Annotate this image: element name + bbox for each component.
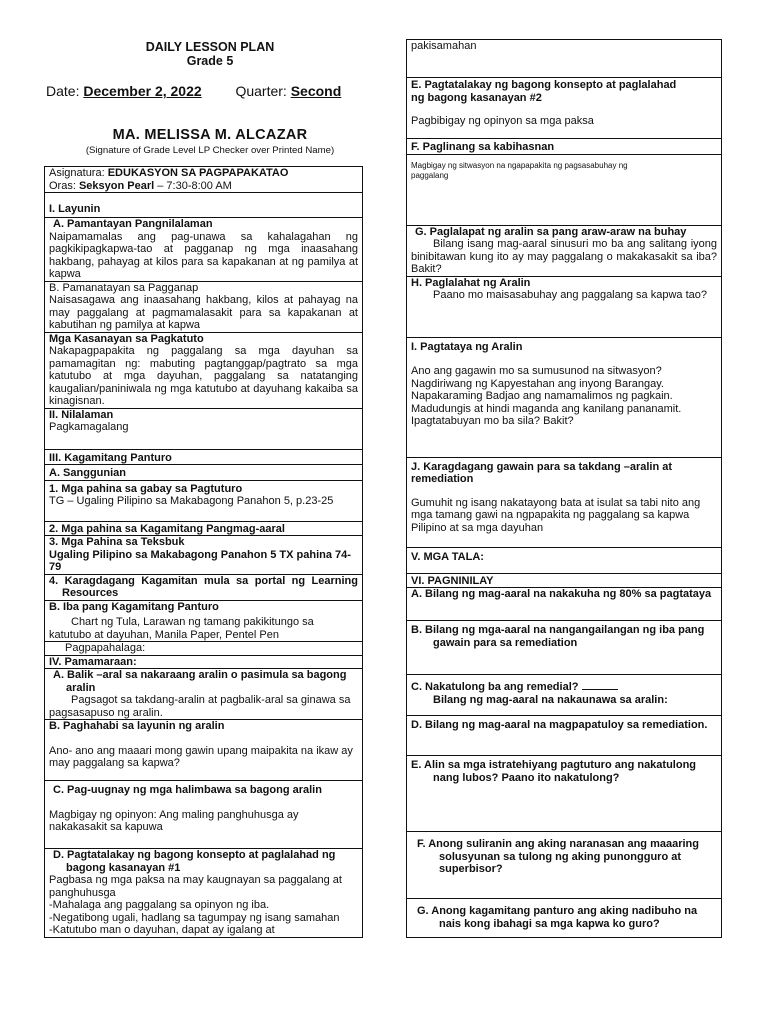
paglinang-cell [407, 154, 722, 225]
kasanayan-cell [45, 332, 363, 408]
signature-note: (Signature of Grade Level LP Checker over Printed Name) [85, 145, 335, 156]
pamantayan-pangnilalaman-text: Naipamamalas ang pag-unawa sa kahalagahan ng pagkikipagkapwa-tao at pagganap ng mga inaasahang hakbang, pahayag at kilos para sa kapakanan at ng pamilya at kapwa [49, 230, 358, 280]
reflection-c-blank [582, 679, 618, 690]
pamantayan-pagganap-cell [45, 281, 363, 332]
takdang-aralin-cell [407, 457, 722, 547]
pagtatalakay-2-cell [407, 78, 722, 139]
time-label: Oras: [49, 179, 76, 192]
reflection-c-line1 [411, 679, 717, 694]
reflection-g: G. Anong kagamitang panturo ang aking nadibuho na nais kong ibahagi sa mga kapwa ko guro? [407, 899, 722, 938]
sanggunian-heading: A. Sanggunian [45, 465, 363, 481]
pagtatalakay-1-bullet-2: -Negatibong ugali, hadlang sa tagumpay ng isang samahan [49, 911, 340, 924]
paglalahat-heading: H. Paglalahat ng Aralin [411, 276, 531, 289]
pagtataya-heading: I. Pagtataya ng Aralin [411, 340, 523, 353]
quarter-label: Quarter: [235, 83, 287, 99]
iba-kagamitan-text: Chart ng Tula, Larawan ng tamang pakikitungo sa katutubo at dayuhan, Manila Paper, Pentel Pen [49, 616, 314, 641]
time-value: – 7:30-8:00 AM [154, 179, 232, 192]
reflection-b: B. Bilang ng mga-aaral na nangangailangan ng iba pang gawain para sa remediation [407, 621, 722, 675]
pagninilay-heading: VI. PAGNINILAY [407, 573, 722, 588]
teacher-name: MA. MELISSA M. ALCAZAR [112, 127, 308, 143]
iba-kagamitan-cell [45, 600, 363, 642]
date-value: December 2, 2022 [83, 83, 202, 99]
mga-tala-heading: V. MGA TALA: [407, 547, 722, 573]
pagtatalakay-2-heading-line1: E. Pagtatalakay ng bagong konsepto at paglalahad ng bagong kasanayan #2 [411, 79, 677, 104]
gabay-heading: 1. Mga pahina sa gabay sa Pagtuturo [49, 482, 243, 495]
teksbuk-heading: 3. Mga Pahina sa Teksbuk [49, 536, 185, 548]
pamantayan-pagganap-heading: B. Pamanatayan sa Pagganap [49, 281, 199, 294]
reflection-c-cell [407, 675, 722, 716]
pagtatalakay-2-text: Pagbibigay ng opinyon sa mga paksa [411, 115, 594, 127]
pagtatalakay-1-bullet-1: -Mahalaga ang paggalang sa opinyon ng iba. [49, 899, 270, 911]
pagpapahalaga-label: Pagpapahalaga: [45, 642, 363, 656]
pamantayan-pangnilalaman-heading: A. Pamantayan Pangnilalaman [53, 218, 213, 230]
teksbuk-cell [45, 536, 363, 575]
pag-uugnay-text: Magbigay ng opinyon: Ang maling panghuhusga ay nakakasakit sa kapuwa [49, 808, 299, 833]
takdang-aralin-heading: J. Karagdagang gawain para sa takdang –aralin at remediation [411, 460, 673, 485]
kasanayan-heading: Mga Kasanayan sa Pagkatuto [49, 332, 204, 345]
paghahabi-cell [45, 720, 363, 781]
date-quarter-line [46, 83, 341, 99]
gabay-text: TG – Ugaling Pilipino sa Makabagong Panahon 5, p.23-25 [49, 495, 334, 507]
pamantayan-pangnilalaman-cell [45, 218, 363, 282]
subject-value: EDUKASYON SA PAGPAPAKATAO [107, 167, 289, 179]
paglalapat-heading: G. Paglalapat ng aralin sa pang araw-araw na buhay [415, 225, 687, 238]
subject-label: Asignatura: [49, 167, 105, 179]
document-title: DAILY LESSON PLAN [145, 40, 275, 54]
pagtatalakay-1-bullet-3: -Katutubo man o dayuhan, dapat ay igalang at [49, 924, 275, 936]
paglalahat-text: Paano mo maisasabuhay ang paggalang sa kapwa tao? [433, 289, 707, 301]
paglinang-text: Magbigay ng sitwasyon na ngapapakita ng pagsasabuhay ng paggalang [411, 160, 628, 180]
date-label: Date: [46, 83, 80, 99]
right-lesson-table [406, 39, 722, 938]
pamantayan-pagganap-text: Naisasagawa ang inaasahang hakbang, kilos at pahayag na may paggalang at pagmamalasakit para sa kapakanan at kabutihan ng pamilya at kapwa [49, 294, 358, 331]
nilalaman-heading: II. Nilalaman [49, 408, 114, 421]
section-value: Seksyon Pearl [78, 179, 155, 192]
balik-aral-cell [45, 669, 363, 720]
pagtatalakay-1-heading: D. Pagtatalakay ng bagong konsepto at paglalahad ng bagong kasanayan #1 [53, 849, 336, 874]
pagtatalakay-1-text: Pagbasa ng mga paksa na may kaugnayan sa paggalang at panghuhusga [49, 874, 342, 899]
grade-label: Grade 5 [186, 54, 234, 68]
subject-row [45, 167, 363, 193]
pag-uugnay-cell [45, 781, 363, 849]
balik-aral-text: Pagsagot sa takdang-aralin at pagbalik-aral sa ginawa sa pagsasapuso ng aralin. [49, 694, 351, 719]
reflection-e: E. Alin sa mga istratehiyang pagtuturo ang nakatulong nang lubos? Paano ito nakatulong? [407, 756, 722, 832]
pamamaraan-heading: IV. Pamamaraan: [45, 655, 363, 669]
layunin-heading: I. Layunin [45, 193, 363, 218]
pag-uugnay-heading: C. Pag-uugnay ng mga halimbawa sa bagong aralin [53, 784, 322, 796]
kagamitan-heading: III. Kagamitang Panturo [45, 449, 363, 465]
continuation-cell: pakisamahan [407, 40, 722, 78]
kasanayan-text: Nakapagpapakita ng paggalang sa mga dayuhan sa pamamagitan ng: mabuting pagtanggap/pagtrato sa mga katutubo at mga dayuhan, paggalang sa natatanging kaugalian/paniniwala ng mga katutubo at dayuhang kakaiba sa kinagisnan. [49, 345, 358, 407]
takdang-aralin-text: Gumuhit ng isang nakatayong bata at isulat sa tabi nito ang mga tamang gawi na ngpapakita ng paggalang sa kapwa Pilipino at sa mga dayuhan [411, 496, 701, 534]
kagamitan-pangmag-aaral: 2. Mga pahina sa Kagamitang Pangmag-aaral [45, 521, 363, 536]
nilalaman-text: Pagkamagalang [49, 421, 129, 433]
paglalapat-cell [407, 225, 722, 276]
reflection-c-question: C. Nakatulong ba ang remedial? [411, 681, 579, 693]
iba-kagamitan-heading: B. Iba pang Kagamitang Panturo [49, 600, 219, 613]
gabay-cell [45, 480, 363, 521]
quarter-value: Second [290, 83, 342, 99]
pagtataya-text: Ano ang gagawin mo sa sumusunod na sitwasyon? Nagdiriwang ng Kapyestahan ang inyong Barangay. Napakaraming Badjao ang namamalimos ng pagkain. Madudungis at hindi maganda ang kanilang pananamit. Ipagtatabuyan mo ba sila? Bakit? [411, 365, 682, 427]
paglinang-heading: F. Paglinang sa kabihasnan [407, 139, 722, 155]
reflection-d: D. Bilang ng mag-aaral na magpapatuloy sa remediation. [407, 716, 722, 756]
reflection-f: F. Anong suliranin ang aking naranasan ang maaaring solusyunan sa tulong ng aking punongguro at superbisor? [407, 832, 722, 899]
reflection-c-line2: Bilang ng mag-aaral na nakaunawa sa aralin: [433, 693, 668, 706]
paghahabi-text: Ano- ano ang maaari mong gawin upang maipakita na ikaw ay may paggalang sa kapwa? [49, 744, 353, 769]
reflection-a: A. Bilang ng mag-aaral na nakakuha ng 80% sa pagtataya [407, 588, 722, 621]
pagtataya-cell [407, 337, 722, 457]
paglalapat-text: Bilang isang mag-aaral sinusuri mo ba ang salitang iyong binibitawan kung ito ay may paggalang o makakasakit sa iba? Bakit? [411, 238, 717, 275]
left-lesson-table [44, 166, 363, 938]
teksbuk-text: Ugaling Pilipino sa Makabagong Panahon 5 TX pahina 74-79 [49, 548, 351, 573]
pagtatalakay-1-cell [45, 849, 363, 938]
balik-aral-heading: A. Balik –aral sa nakaraang aralin o pasimula sa bagong aralin [53, 669, 347, 694]
paglalahat-cell [407, 276, 722, 337]
nilalaman-cell [45, 408, 363, 449]
paghahabi-heading: B. Paghahabi sa layunin ng aralin [49, 720, 225, 732]
karagdagan-kagamitan: 4. Karagdagang Kagamitan mula sa portal ng Learning Resources [45, 574, 363, 600]
